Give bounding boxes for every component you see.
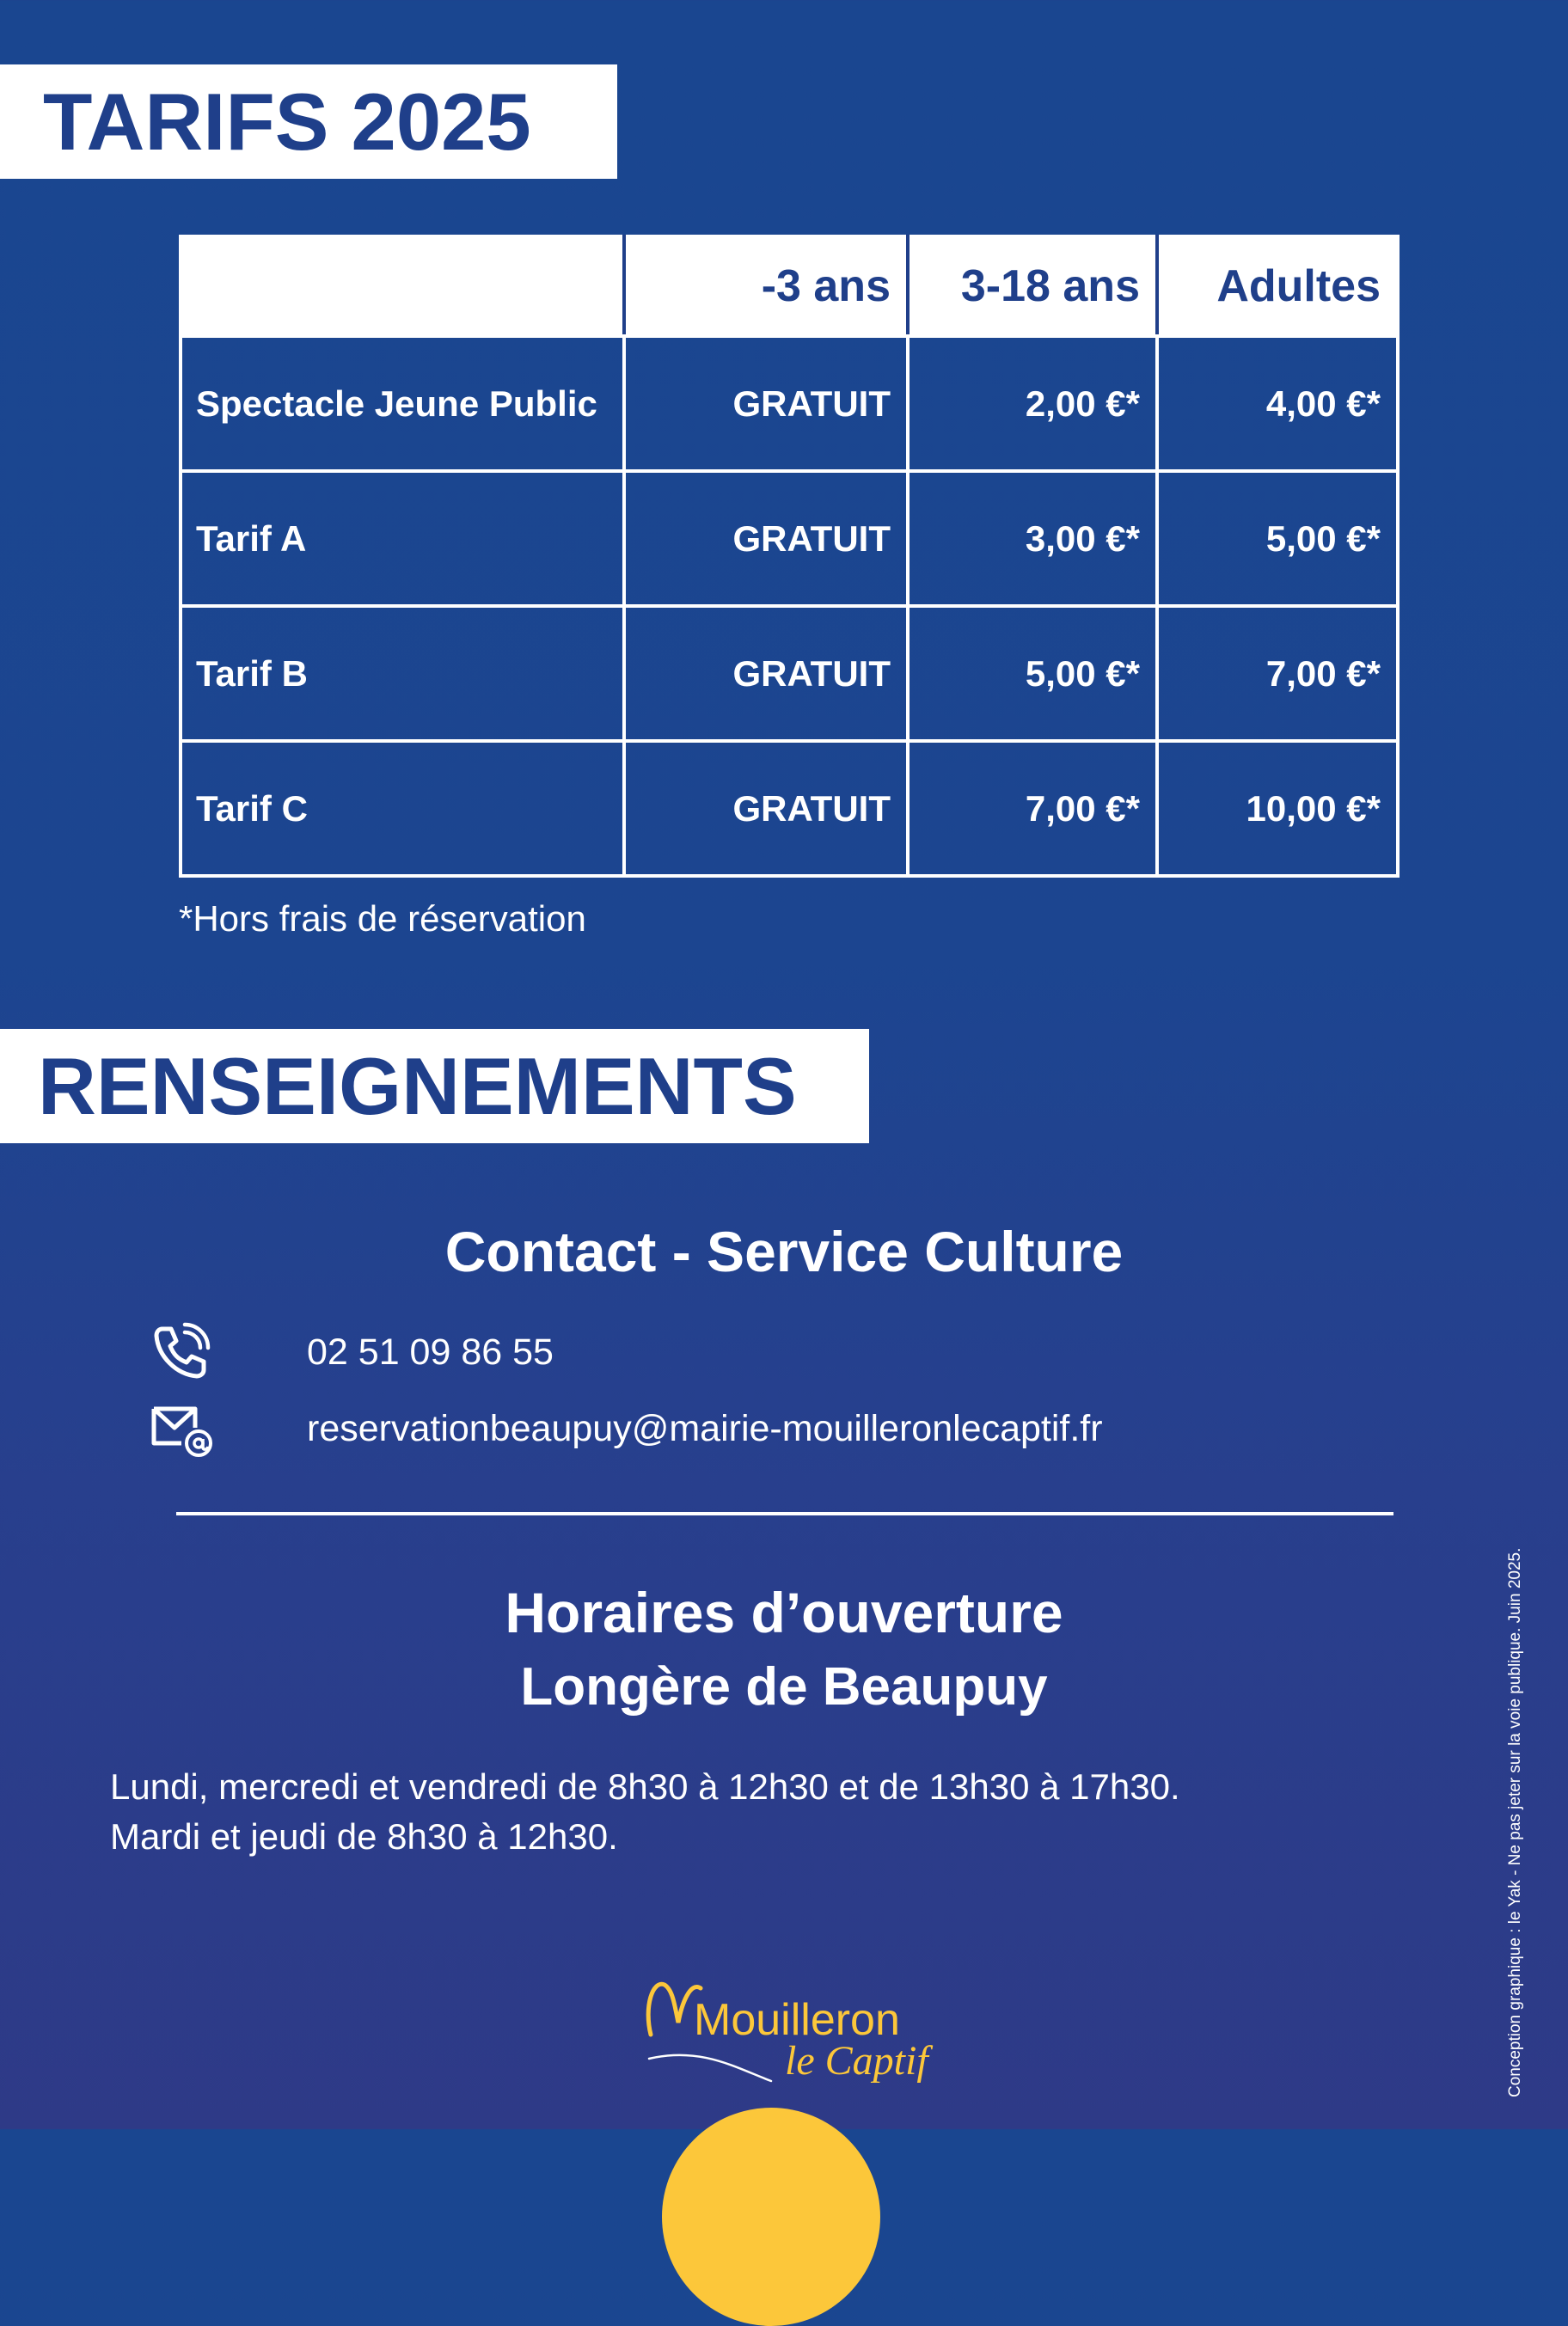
row-label: Tarif B: [181, 606, 624, 741]
column-header-adults: Adultes: [1157, 236, 1398, 336]
price-table: [179, 235, 1400, 878]
table-row: [181, 471, 1398, 606]
hours-line: Mardi et jeudi de 8h30 à 12h30.: [110, 1816, 618, 1857]
table-header-row: [181, 236, 1398, 336]
column-header-label: [181, 236, 624, 336]
email-line: [150, 1399, 1103, 1459]
phone-icon: [150, 1322, 211, 1382]
hours-heading: Horaires d’ouverture: [505, 1581, 1063, 1644]
hours-line: Lundi, mercredi et vendredi de 8h30 à 12h30 et de 13h30 à 17h30.: [110, 1766, 1180, 1807]
price-3-18: 5,00 €*: [908, 606, 1157, 741]
table-row: [181, 741, 1398, 876]
price-3-18: 3,00 €*: [908, 471, 1157, 606]
tarifs-title: TARIFS 2025: [0, 64, 617, 179]
phone-number-link[interactable]: 02 51 09 86 55: [307, 1331, 554, 1373]
logo-line1: Mouilleron: [694, 1995, 900, 2045]
table-row: [181, 336, 1398, 471]
column-header-under-3: -3 ans: [624, 236, 908, 336]
logo-line2: le Captif: [785, 2038, 928, 2084]
table-row: [181, 606, 1398, 741]
email-link[interactable]: reservationbeaupuy@mairie-mouilleronlecaptif.fr: [307, 1407, 1103, 1449]
mail-icon: [150, 1399, 211, 1459]
price-under-3: GRATUIT: [624, 606, 908, 741]
row-label: Tarif A: [181, 471, 624, 606]
price-adult: 4,00 €*: [1157, 336, 1398, 471]
price-adult: 5,00 €*: [1157, 471, 1398, 606]
design-credit: Conception graphique : le Yak - Ne pas jeter sur la voie publique. Juin 2025.: [1506, 1547, 1524, 2097]
price-under-3: GRATUIT: [624, 741, 908, 876]
contact-heading: Contact - Service Culture: [444, 1220, 1124, 1283]
price-3-18: 2,00 €*: [908, 336, 1157, 471]
price-adult: 7,00 €*: [1157, 606, 1398, 741]
price-under-3: GRATUIT: [624, 336, 908, 471]
sun-decoration: [662, 2108, 880, 2326]
mouilleron-logo: [640, 1973, 950, 2089]
renseignements-title: RENSEIGNEMENTS: [0, 1029, 869, 1143]
footnote: *Hors frais de réservation: [179, 898, 586, 939]
divider: [176, 1512, 1393, 1515]
column-header-3-18: 3-18 ans: [908, 236, 1157, 336]
row-label: Tarif C: [181, 741, 624, 876]
hours-subheading: Longère de Beaupuy: [520, 1657, 1048, 1717]
price-under-3: GRATUIT: [624, 471, 908, 606]
price-3-18: 7,00 €*: [908, 741, 1157, 876]
row-label: Spectacle Jeune Public: [181, 336, 624, 471]
phone-line: [150, 1322, 554, 1382]
price-adult: 10,00 €*: [1157, 741, 1398, 876]
